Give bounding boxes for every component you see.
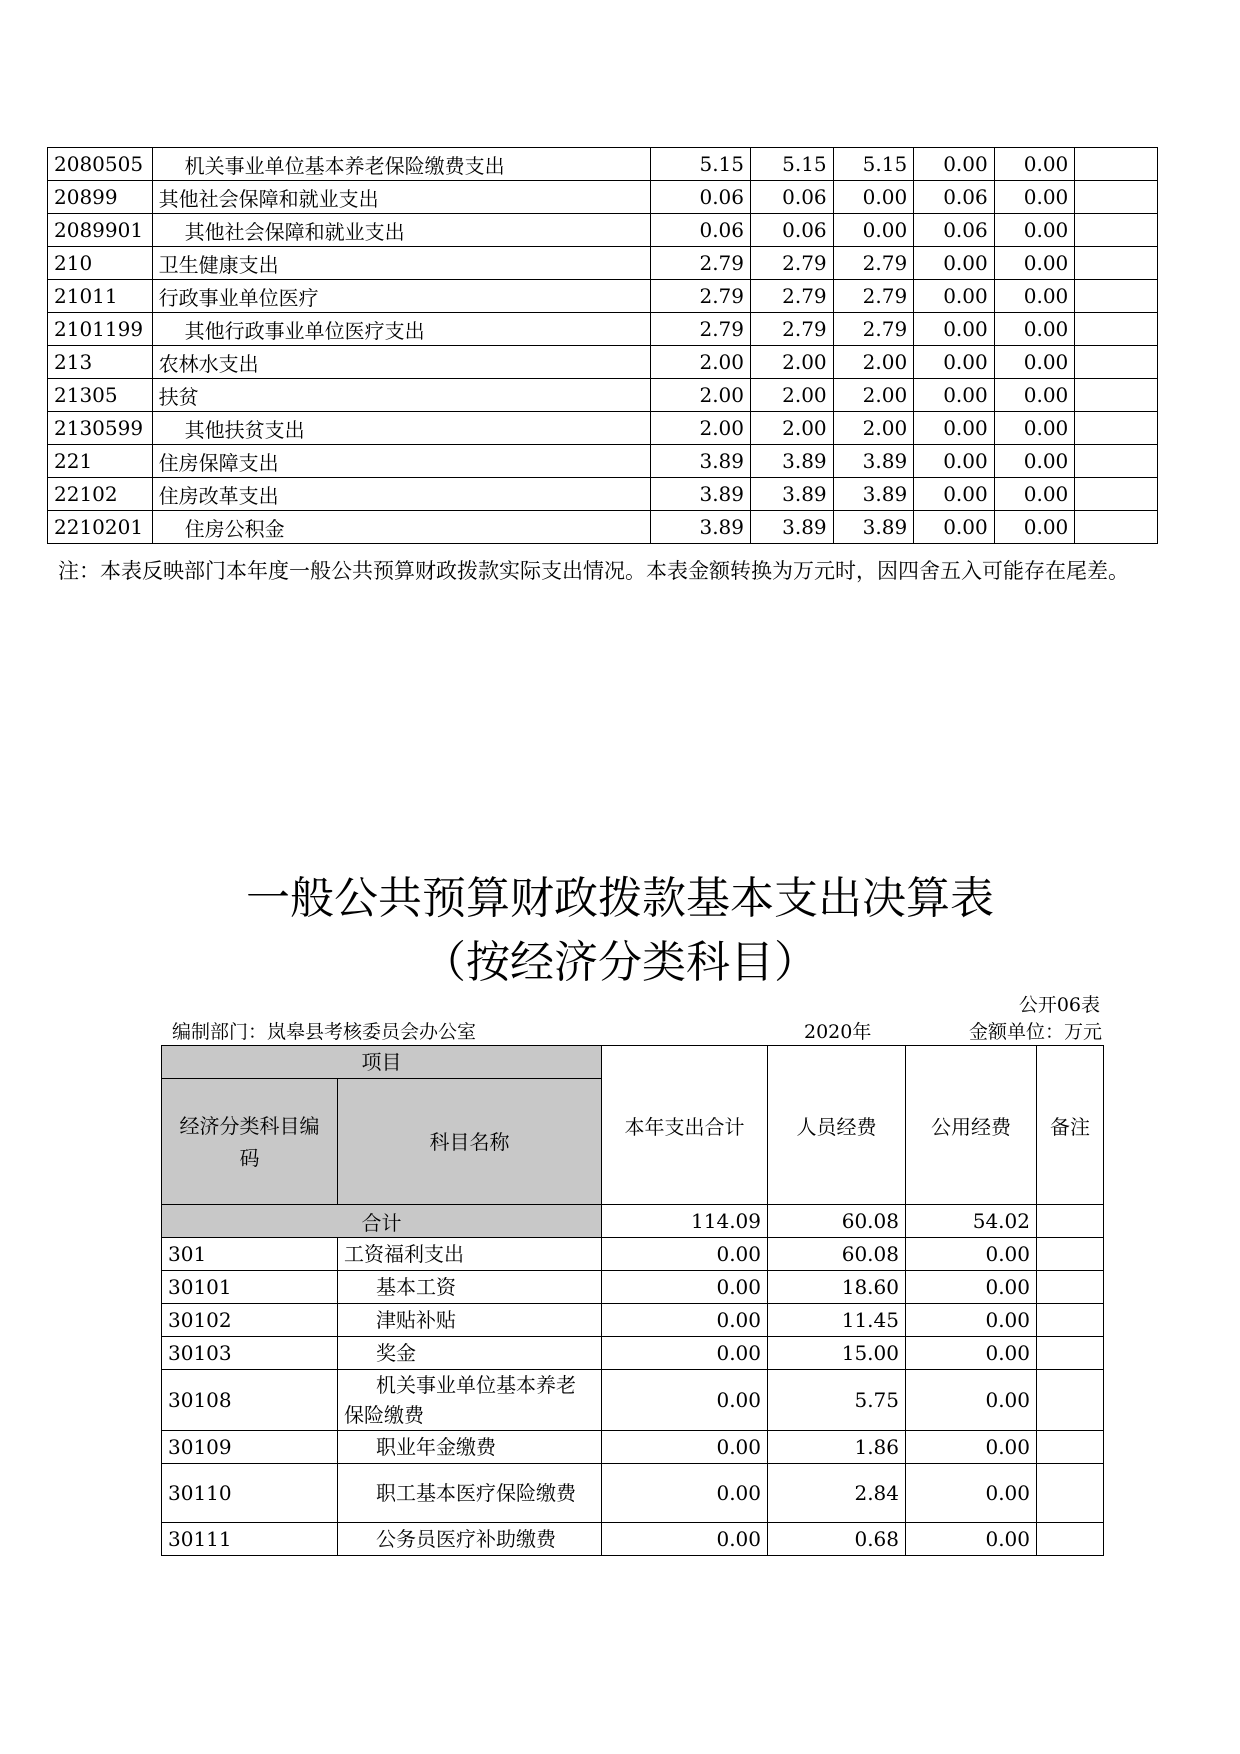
- row-value: 0.00: [994, 511, 1075, 544]
- row-total: 0.00: [602, 1370, 768, 1431]
- row-value: 0.00: [914, 280, 995, 313]
- row-public: 0.00: [906, 1304, 1037, 1337]
- row-name: 其他扶贫支出: [152, 412, 650, 445]
- row-value: 0.06: [751, 214, 834, 247]
- row-total: 0.00: [602, 1238, 768, 1271]
- row-value: 2.00: [833, 346, 914, 379]
- row-remark: [1037, 1238, 1104, 1271]
- row-name: 公务员医疗补助缴费: [338, 1523, 602, 1556]
- row-value: 0.00: [914, 379, 995, 412]
- row-value: 0.00: [994, 214, 1075, 247]
- row-name: 工资福利支出: [338, 1238, 602, 1271]
- row-remark: [1075, 412, 1158, 445]
- row-remark: [1075, 181, 1158, 214]
- page-title: 一般公共预算财政拨款基本支出决算表: [246, 873, 994, 924]
- row-value: 0.00: [914, 313, 995, 346]
- row-value: 0.00: [994, 181, 1075, 214]
- table-row: [162, 1431, 1104, 1464]
- row-value: 0.06: [751, 181, 834, 214]
- row-value: 0.00: [833, 214, 914, 247]
- row-public: 0.00: [906, 1464, 1037, 1523]
- row-value: 3.89: [751, 445, 834, 478]
- row-value: 3.89: [650, 478, 750, 511]
- row-value: 2.79: [833, 280, 914, 313]
- row-value: 0.00: [914, 445, 995, 478]
- table-row: [48, 445, 1158, 478]
- row-code: 2210201: [48, 511, 153, 544]
- row-personnel: 0.68: [768, 1523, 906, 1556]
- row-remark: [1075, 511, 1158, 544]
- row-value: 0.00: [914, 478, 995, 511]
- row-remark: [1037, 1431, 1104, 1464]
- row-value: 3.89: [650, 445, 750, 478]
- row-value: 0.00: [833, 181, 914, 214]
- row-code: 21305: [48, 379, 153, 412]
- row-value: 2.79: [650, 280, 750, 313]
- row-code: 2101199: [48, 313, 153, 346]
- row-personnel: 1.86: [768, 1431, 906, 1464]
- table-row: [48, 478, 1158, 511]
- table-row: [48, 313, 1158, 346]
- row-code: 2080505: [48, 148, 153, 181]
- row-name: 基本工资: [338, 1271, 602, 1304]
- table-row: [162, 1238, 1104, 1271]
- table-meta: [172, 1017, 1102, 1043]
- header-name: 科目名称: [338, 1079, 602, 1205]
- header-row: [162, 1046, 1104, 1079]
- row-value: 0.00: [914, 148, 995, 181]
- row-personnel: 2.84: [768, 1464, 906, 1523]
- table-row: [162, 1304, 1104, 1337]
- row-value: 0.06: [650, 214, 750, 247]
- row-value: 0.06: [914, 214, 995, 247]
- table-row: [48, 346, 1158, 379]
- sum-personnel: 60.08: [768, 1205, 906, 1238]
- row-public: 0.00: [906, 1523, 1037, 1556]
- row-remark: [1075, 346, 1158, 379]
- table-row: [48, 412, 1158, 445]
- table-row: [48, 148, 1158, 181]
- row-name: 卫生健康支出: [152, 247, 650, 280]
- table-row: [162, 1370, 1104, 1431]
- row-code: 20899: [48, 181, 153, 214]
- row-personnel: 5.75: [768, 1370, 906, 1431]
- row-value: 3.89: [833, 511, 914, 544]
- table-row: [48, 181, 1158, 214]
- row-total: 0.00: [602, 1431, 768, 1464]
- header-personnel: 人员经费: [768, 1046, 906, 1205]
- row-value: 0.00: [994, 247, 1075, 280]
- table-row: [48, 214, 1158, 247]
- row-value: 2.79: [751, 280, 834, 313]
- row-value: 3.89: [833, 445, 914, 478]
- table-row: [48, 280, 1158, 313]
- row-name: 职工基本医疗保险缴费: [338, 1464, 602, 1523]
- table-row: [48, 247, 1158, 280]
- row-remark: [1037, 1464, 1104, 1523]
- row-remark: [1037, 1523, 1104, 1556]
- row-value: 0.00: [994, 379, 1075, 412]
- row-value: 0.00: [994, 148, 1075, 181]
- row-code: 30103: [162, 1337, 338, 1370]
- row-code: 21011: [48, 280, 153, 313]
- row-value: 2.79: [833, 247, 914, 280]
- year-label: 2020年: [804, 1021, 872, 1043]
- row-value: 2.00: [833, 379, 914, 412]
- row-total: 0.00: [602, 1337, 768, 1370]
- row-code: 30108: [162, 1370, 338, 1431]
- table-id: 公开06表: [1018, 994, 1100, 1016]
- sum-row: [162, 1205, 1104, 1238]
- row-value: 2.00: [650, 412, 750, 445]
- row-name: 住房保障支出: [152, 445, 650, 478]
- sum-public: 54.02: [906, 1205, 1037, 1238]
- table-row: [48, 379, 1158, 412]
- row-total: 0.00: [602, 1304, 768, 1337]
- row-public: 0.00: [906, 1238, 1037, 1271]
- row-total: 0.00: [602, 1523, 768, 1556]
- expenditure-table-continued: [47, 147, 1158, 544]
- sum-total: 114.09: [602, 1205, 768, 1238]
- row-remark: [1075, 247, 1158, 280]
- row-value: 5.15: [650, 148, 750, 181]
- row-value: 0.00: [914, 346, 995, 379]
- row-code: 22102: [48, 478, 153, 511]
- row-value: 0.00: [914, 511, 995, 544]
- row-name: 行政事业单位医疗: [152, 280, 650, 313]
- header-remark: 备注: [1037, 1046, 1104, 1205]
- row-value: 0.06: [914, 181, 995, 214]
- page-subtitle: （按经济分类科目）: [422, 937, 818, 988]
- row-value: 0.06: [650, 181, 750, 214]
- unit-label: 金额单位：万元: [968, 1021, 1102, 1043]
- row-value: 2.00: [833, 412, 914, 445]
- row-remark: [1075, 379, 1158, 412]
- header-project: 项目: [162, 1046, 602, 1079]
- row-personnel: 60.08: [768, 1238, 906, 1271]
- row-value: 2.00: [650, 379, 750, 412]
- row-name: 住房公积金: [152, 511, 650, 544]
- table-row: [162, 1271, 1104, 1304]
- row-code: 213: [48, 346, 153, 379]
- row-value: 2.00: [650, 346, 750, 379]
- row-value: 0.00: [994, 412, 1075, 445]
- row-value: 5.15: [833, 148, 914, 181]
- row-remark: [1037, 1337, 1104, 1370]
- row-value: 0.00: [994, 280, 1075, 313]
- header-code: 经济分类科目编码: [162, 1079, 338, 1205]
- table-row: [162, 1464, 1104, 1523]
- header-total: 本年支出合计: [602, 1046, 768, 1205]
- row-remark: [1075, 445, 1158, 478]
- table-row: [162, 1523, 1104, 1556]
- row-value: 2.79: [751, 313, 834, 346]
- row-remark: [1075, 478, 1158, 511]
- row-code: 2089901: [48, 214, 153, 247]
- row-name: 扶贫: [152, 379, 650, 412]
- sum-remark: [1037, 1205, 1104, 1238]
- row-total: 0.00: [602, 1271, 768, 1304]
- table-note: 注：本表反映部门本年度一般公共预算财政拨款实际支出情况。本表金额转换为万元时，因四舍五入可能存在尾差。: [58, 559, 1129, 583]
- row-value: 0.00: [994, 346, 1075, 379]
- row-name: 农林水支出: [152, 346, 650, 379]
- row-code: 30110: [162, 1464, 338, 1523]
- row-remark: [1037, 1271, 1104, 1304]
- table-row: [48, 511, 1158, 544]
- row-public: 0.00: [906, 1370, 1037, 1431]
- row-personnel: 15.00: [768, 1337, 906, 1370]
- row-value: 2.79: [833, 313, 914, 346]
- row-value: 3.89: [833, 478, 914, 511]
- row-remark: [1075, 214, 1158, 247]
- row-name: 其他行政事业单位医疗支出: [152, 313, 650, 346]
- row-value: 0.00: [994, 445, 1075, 478]
- row-personnel: 11.45: [768, 1304, 906, 1337]
- row-value: 0.00: [914, 247, 995, 280]
- row-public: 0.00: [906, 1337, 1037, 1370]
- row-remark: [1037, 1304, 1104, 1337]
- row-name: 其他社会保障和就业支出: [152, 214, 650, 247]
- row-name: 其他社会保障和就业支出: [152, 181, 650, 214]
- row-value: 5.15: [751, 148, 834, 181]
- row-value: 0.00: [914, 412, 995, 445]
- row-remark: [1075, 280, 1158, 313]
- row-name: 机关事业单位基本养老保险缴费支出: [152, 148, 650, 181]
- row-value: 2.00: [751, 412, 834, 445]
- row-name: 职业年金缴费: [338, 1431, 602, 1464]
- row-value: 2.79: [650, 313, 750, 346]
- row-value: 2.00: [751, 346, 834, 379]
- row-value: 3.89: [751, 511, 834, 544]
- row-code: 2130599: [48, 412, 153, 445]
- row-value: 3.89: [751, 478, 834, 511]
- row-total: 0.00: [602, 1464, 768, 1523]
- row-personnel: 18.60: [768, 1271, 906, 1304]
- row-code: 210: [48, 247, 153, 280]
- row-value: 3.89: [650, 511, 750, 544]
- sum-label: 合计: [162, 1205, 602, 1238]
- row-name: 住房改革支出: [152, 478, 650, 511]
- row-code: 30109: [162, 1431, 338, 1464]
- row-remark: [1075, 148, 1158, 181]
- row-public: 0.00: [906, 1271, 1037, 1304]
- row-name: 奖金: [338, 1337, 602, 1370]
- row-public: 0.00: [906, 1431, 1037, 1464]
- basic-expenditure-table: [161, 1045, 1104, 1556]
- row-name: 机关事业单位基本养老保险缴费: [338, 1370, 602, 1431]
- header-public: 公用经费: [906, 1046, 1037, 1205]
- row-remark: [1075, 313, 1158, 346]
- row-value: 0.00: [994, 478, 1075, 511]
- row-value: 2.00: [751, 379, 834, 412]
- row-code: 30111: [162, 1523, 338, 1556]
- table-row: [162, 1337, 1104, 1370]
- row-value: 2.79: [751, 247, 834, 280]
- row-code: 301: [162, 1238, 338, 1271]
- row-code: 30102: [162, 1304, 338, 1337]
- row-code: 221: [48, 445, 153, 478]
- row-value: 2.79: [650, 247, 750, 280]
- dept-label: 编制部门：岚皋县考核委员会办公室: [172, 1021, 477, 1043]
- row-remark: [1037, 1370, 1104, 1431]
- row-name: 津贴补贴: [338, 1304, 602, 1337]
- row-value: 0.00: [994, 313, 1075, 346]
- row-code: 30101: [162, 1271, 338, 1304]
